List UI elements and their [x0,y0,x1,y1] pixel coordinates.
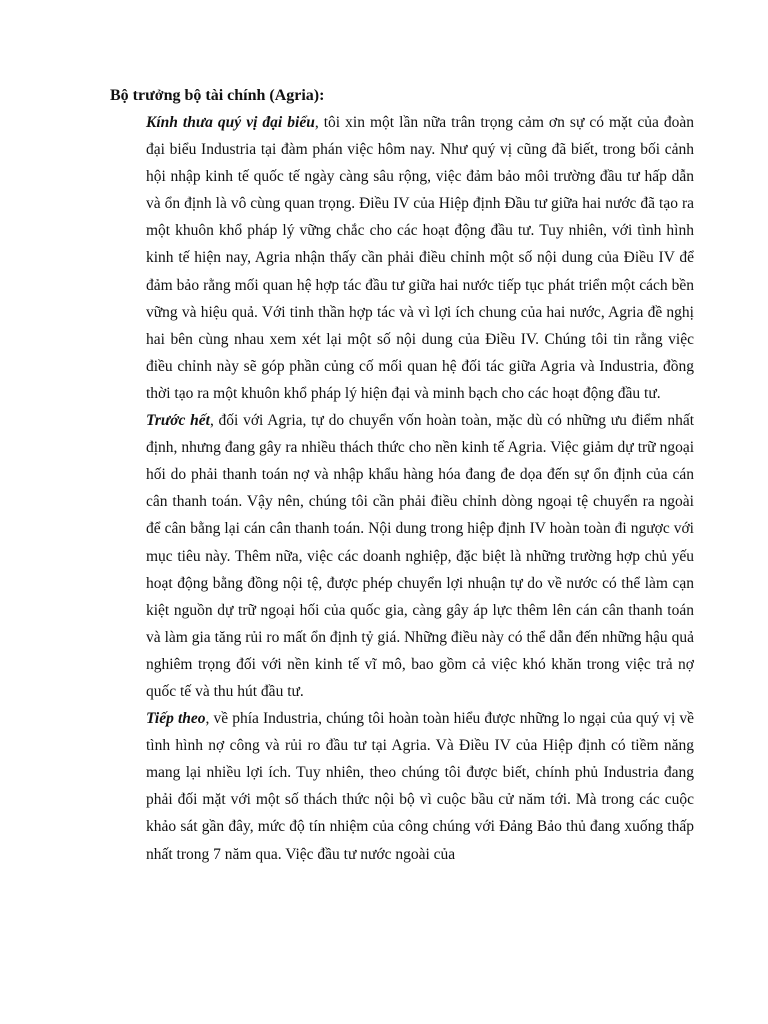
paragraph-lead: Tiếp theo [146,710,206,728]
paragraph-lead: Trước hết [146,412,210,430]
speaker-label: Bộ trưởng bộ tài chính (Agria): [110,87,325,104]
paragraph-text: , đối với Agria, tự do chuyển vốn hoàn toàn, mặc dù có những ưu điểm nhất định, nhưng đang gây ra nhiều thách thức cho nền kinh tế Agria. Việc giảm dự trữ ngoại hối do phải thanh toán nợ và nhập khẩu hàng hóa đang đe dọa đến sự ổn định của cán cân thanh toán. Vậy nên, chúng tôi cần phải điều chỉnh dòng ngoại tệ chuyển ra ngoài để cân bằng lại cán cân thanh toán. Nội dung trong hiệp định IV hoàn toàn đi ngược với mục tiêu này. Thêm nữa, việc các doanh nghiệp, đặc biệt là những trường hợp chủ yếu hoạt động bằng đồng nội tệ, được phép chuyển lợi nhuận tự do về nước có thể làm cạn kiệt nguồn dự trữ ngoại hối của quốc gia, càng gây áp lực thêm lên cán cân thanh toán và làm gia tăng rủi ro mất ổn định tỷ giá. Những điều này có thể dẫn đến những hậu quả nghiêm trọng đối với nền kinh tế vĩ mô, bao gồm cả việc khó khăn trong việc trả nợ quốc tế và thu hút đầu tư. [146,412,695,700]
paragraph-text: , về phía Industria, chúng tôi hoàn toàn hiểu được những lo ngại của quý vị về tình hình nợ công và rủi ro đầu tư tại Agria. Và Điều IV của Hiệp định có tiềm năng mang lại nhiều lợi ích. Tuy nhiên, theo chúng tôi được biết, chính phủ Industria đang phải đối mặt với một số thách thức nội bộ vì cuộc bầu cử năm tới. Mà trong các cuộc khảo sát gần đây, mức độ tín nhiệm của công chúng với Đảng Bảo thủ đang xuống thấp nhất trong 7 năm qua. Việc đầu tư nước ngoài của [146,710,694,863]
paragraph-1 [146,109,694,407]
document-body [146,109,694,868]
paragraph-2 [146,407,694,705]
paragraph-text: , tôi xin một lần nữa trân trọng cảm ơn sự có mặt của đoàn đại biểu Industria tại đàm phán việc hôm nay. Như quý vị cũng đã biết, trong bối cảnh hội nhập kinh tế quốc tế ngày càng sâu rộng, việc đảm bảo môi trường đầu tư hấp dẫn và ổn định là vô cùng quan trọng. Điều IV của Hiệp định Đầu tư giữa hai nước đã tạo ra một khuôn khổ pháp lý vững chắc cho các hoạt động đầu tư. Tuy nhiên, với tình hình kinh tế hiện nay, Agria nhận thấy cần phải điều chỉnh một số nội dung của Điều IV để đảm bảo rằng mối quan hệ hợp tác đầu tư giữa hai nước tiếp tục phát triển một cách bền vững và hiệu quả. Với tinh thần hợp tác và vì lợi ích chung của hai nước, Agria đề nghị hai bên cùng nhau xem xét lại một số nội dung của Điều IV. Chúng tôi tin rằng việc điều chỉnh này sẽ góp phần củng cố mối quan hệ đối tác giữa Agria và Industria, đồng thời tạo ra một khuôn khổ pháp lý hiện đại và minh bạch cho các hoạt động đầu tư. [146,114,694,402]
paragraph-lead: Kính thưa quý vị đại biểu [146,114,315,131]
paragraph-3 [146,705,694,868]
